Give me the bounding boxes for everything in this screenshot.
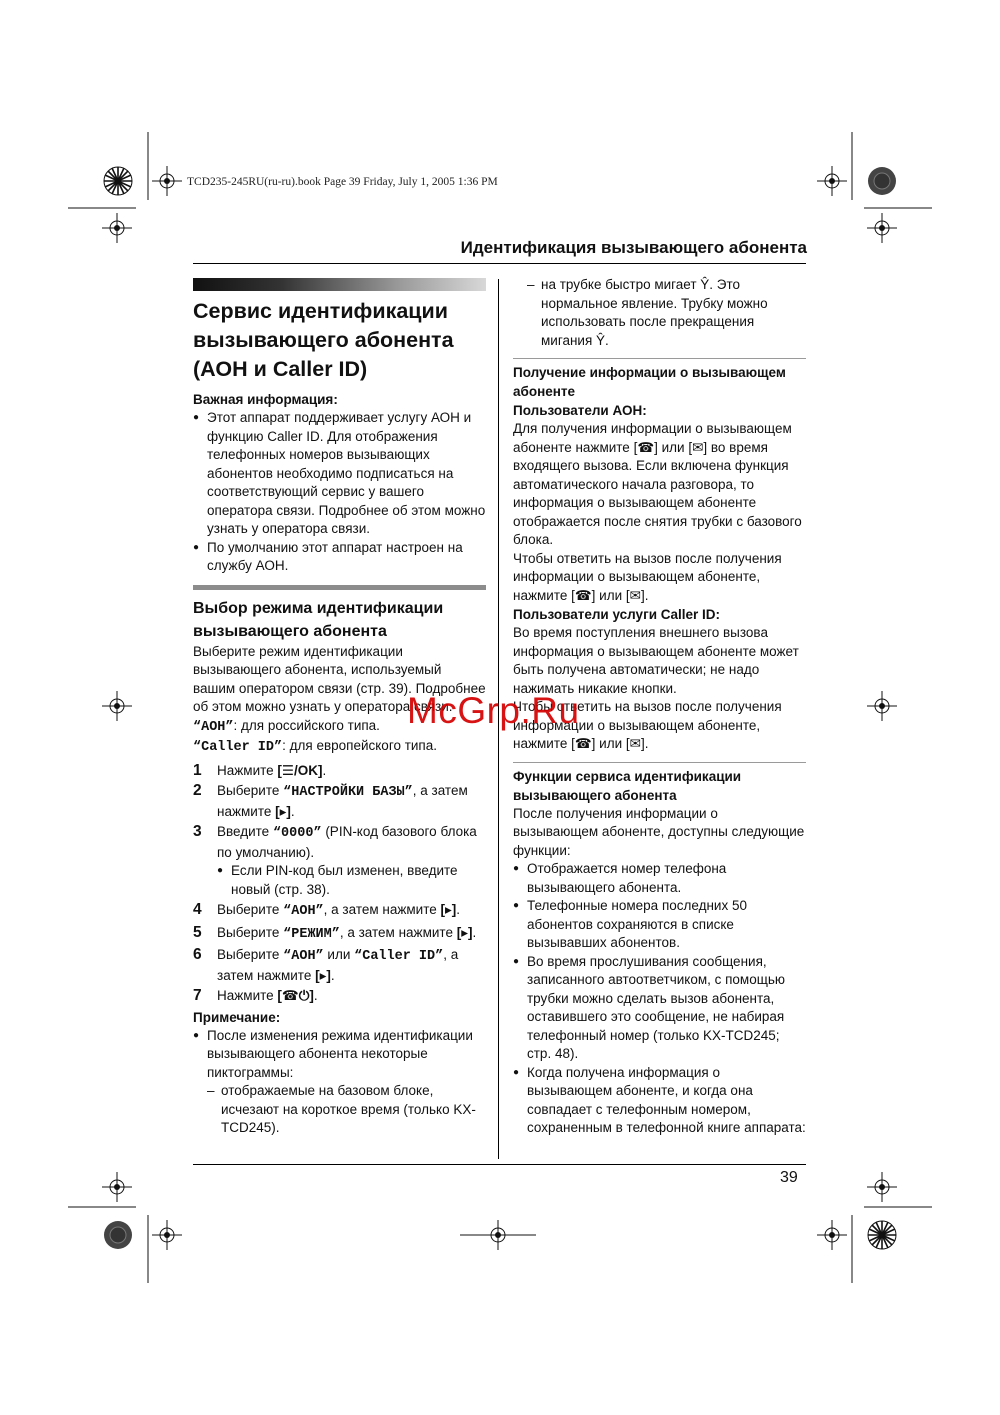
step-5: 5 Выберите “РЕЖИМ”, а затем нажмите [▸]. xyxy=(193,923,477,942)
functions-bullet: ● Во время прослушивания сообщения, записанного автоответчиком, с помощью трубки можно сделать вызов абонента, оставившего это сообщение, не набирая телефонный номер (только KX-TCD245; стр. 48). xyxy=(513,953,806,1064)
step-1: 1 Нажмите [☰/OK]. xyxy=(193,761,327,779)
functions-bullet: ● Когда получена информация о вызывающем абоненте, и когда она совпадает с телефонным номером, сохраненным в телефонной книге аппарата: xyxy=(513,1064,806,1138)
step-2: 2 Выберите “НАСТРОЙКИ БАЗЫ”, а затем нажмите [▸]. xyxy=(193,782,468,819)
step-4: 4 Выберите “АОН”, а затем нажмите [▸]. xyxy=(193,901,461,919)
page-number: 39 xyxy=(780,1169,798,1186)
note-dash: – отображаемые на базовом блоке, исчезают на короткое время (только KX-TCD245). xyxy=(207,1082,486,1138)
section-gray-rule xyxy=(193,585,486,590)
mode-option-callerid: “Caller ID”: для европейского типа. xyxy=(193,738,437,755)
mode-option-aon: “АОН”: для российского типа. xyxy=(193,717,380,735)
functions-intro: После получения информации о вызывающем абоненте, доступны следующие функции: xyxy=(513,805,805,858)
important-heading: Важная информация: xyxy=(193,392,338,407)
functions-bullet: ● Телефонные номера последних 50 абонентов сохраняются в списке вызывавших абонентов. xyxy=(513,897,806,953)
section-thin-rule xyxy=(513,358,806,359)
step-6: 6 Выберите “АОН” или “Caller ID”, а затем нажмите [▸]. xyxy=(193,946,459,983)
section-title: Сервис идентификации вызывающего абонента (АОН и Caller ID) xyxy=(193,299,454,381)
section-thin-rule xyxy=(513,762,806,763)
step-7: 7 Нажмите [☎⏻]. xyxy=(193,987,318,1004)
aon-text-1: Для получения информации о вызывающем абоненте нажмите [☎] или [✉] во время входящего вызова. Если включена функция автоматического начала разговора, то информация о вызывающем абоненте отображается после снятия трубки с базового блока. xyxy=(513,421,802,547)
note-heading: Примечание: xyxy=(193,1009,281,1025)
section-gradient-bar xyxy=(193,278,486,291)
aon-users-heading: Пользователи АОН: xyxy=(513,403,647,418)
steps-list xyxy=(193,762,486,1006)
step-3: 3 Введите “0000” (PIN-код базового блока по умолчанию). ● Если PIN-код был изменен, введите новый (стр. 38). xyxy=(193,823,486,899)
page-header-title: Идентификация вызывающего абонента xyxy=(460,238,807,257)
functions-heading: Функции сервиса идентификации вызывающего абонента xyxy=(513,768,742,803)
top-dash-item: – на трубке быстро мигает Ŷ. Это нормальное явление. Трубку можно использовать после прекращения мигания Ŷ. xyxy=(527,276,806,350)
mode-intro: Выберите режим идентификации вызывающего абонента, используемый вашим оператором связи (стр. 39). Подробнее об этом можно узнать у оператора связи. xyxy=(193,643,486,714)
header-rule xyxy=(193,263,806,264)
cid-text-1: Во время поступления внешнего вызова информация о вызывающем абоненте может быть получена автоматически; не надо нажимать никакие кнопки. xyxy=(513,625,799,696)
cid-text-2: Чтобы ответить на вызов после получения информации о вызывающем абоненте, нажмите [☎] или [✉]. xyxy=(513,699,782,751)
step-3-sub: ● Если PIN-код был изменен, введите новый (стр. 38). xyxy=(217,862,486,899)
functions-bullet: ● Отображается номер телефона вызывающего абонента. xyxy=(513,860,806,897)
cid-users-heading: Пользователи услуги Caller ID: xyxy=(513,607,721,622)
receive-heading: Получение информации о вызывающем абоненте xyxy=(513,365,786,399)
mode-heading: Выбор режима идентификации вызывающего абонента xyxy=(193,599,444,640)
watermark: McGrp.Ru xyxy=(407,690,580,731)
important-bullet: ● Этот аппарат поддерживает услугу АОН и функцию Caller ID. Для отображения телефонных номеров вызывающих абонентов необходимо подписаться на соответствующий сервис у вашего оператора связи. Подробнее об этом можно узнать у оператора связи. xyxy=(193,409,486,539)
aon-text-2: Чтобы ответить на вызов после получения информации о вызывающем абоненте, нажмите [☎] или [✉]. xyxy=(513,550,782,603)
note-bullet: ● После изменения режима идентификации вызывающего абонента некоторые пиктограммы: xyxy=(193,1027,486,1083)
print-info-line: TCD235-245RU(ru-ru).book Page 39 Friday, July 1, 2005 1:36 PM xyxy=(187,176,498,188)
footer-rule xyxy=(193,1164,806,1165)
important-bullet: ● По умолчанию этот аппарат настроен на службу АОН. xyxy=(193,539,486,576)
